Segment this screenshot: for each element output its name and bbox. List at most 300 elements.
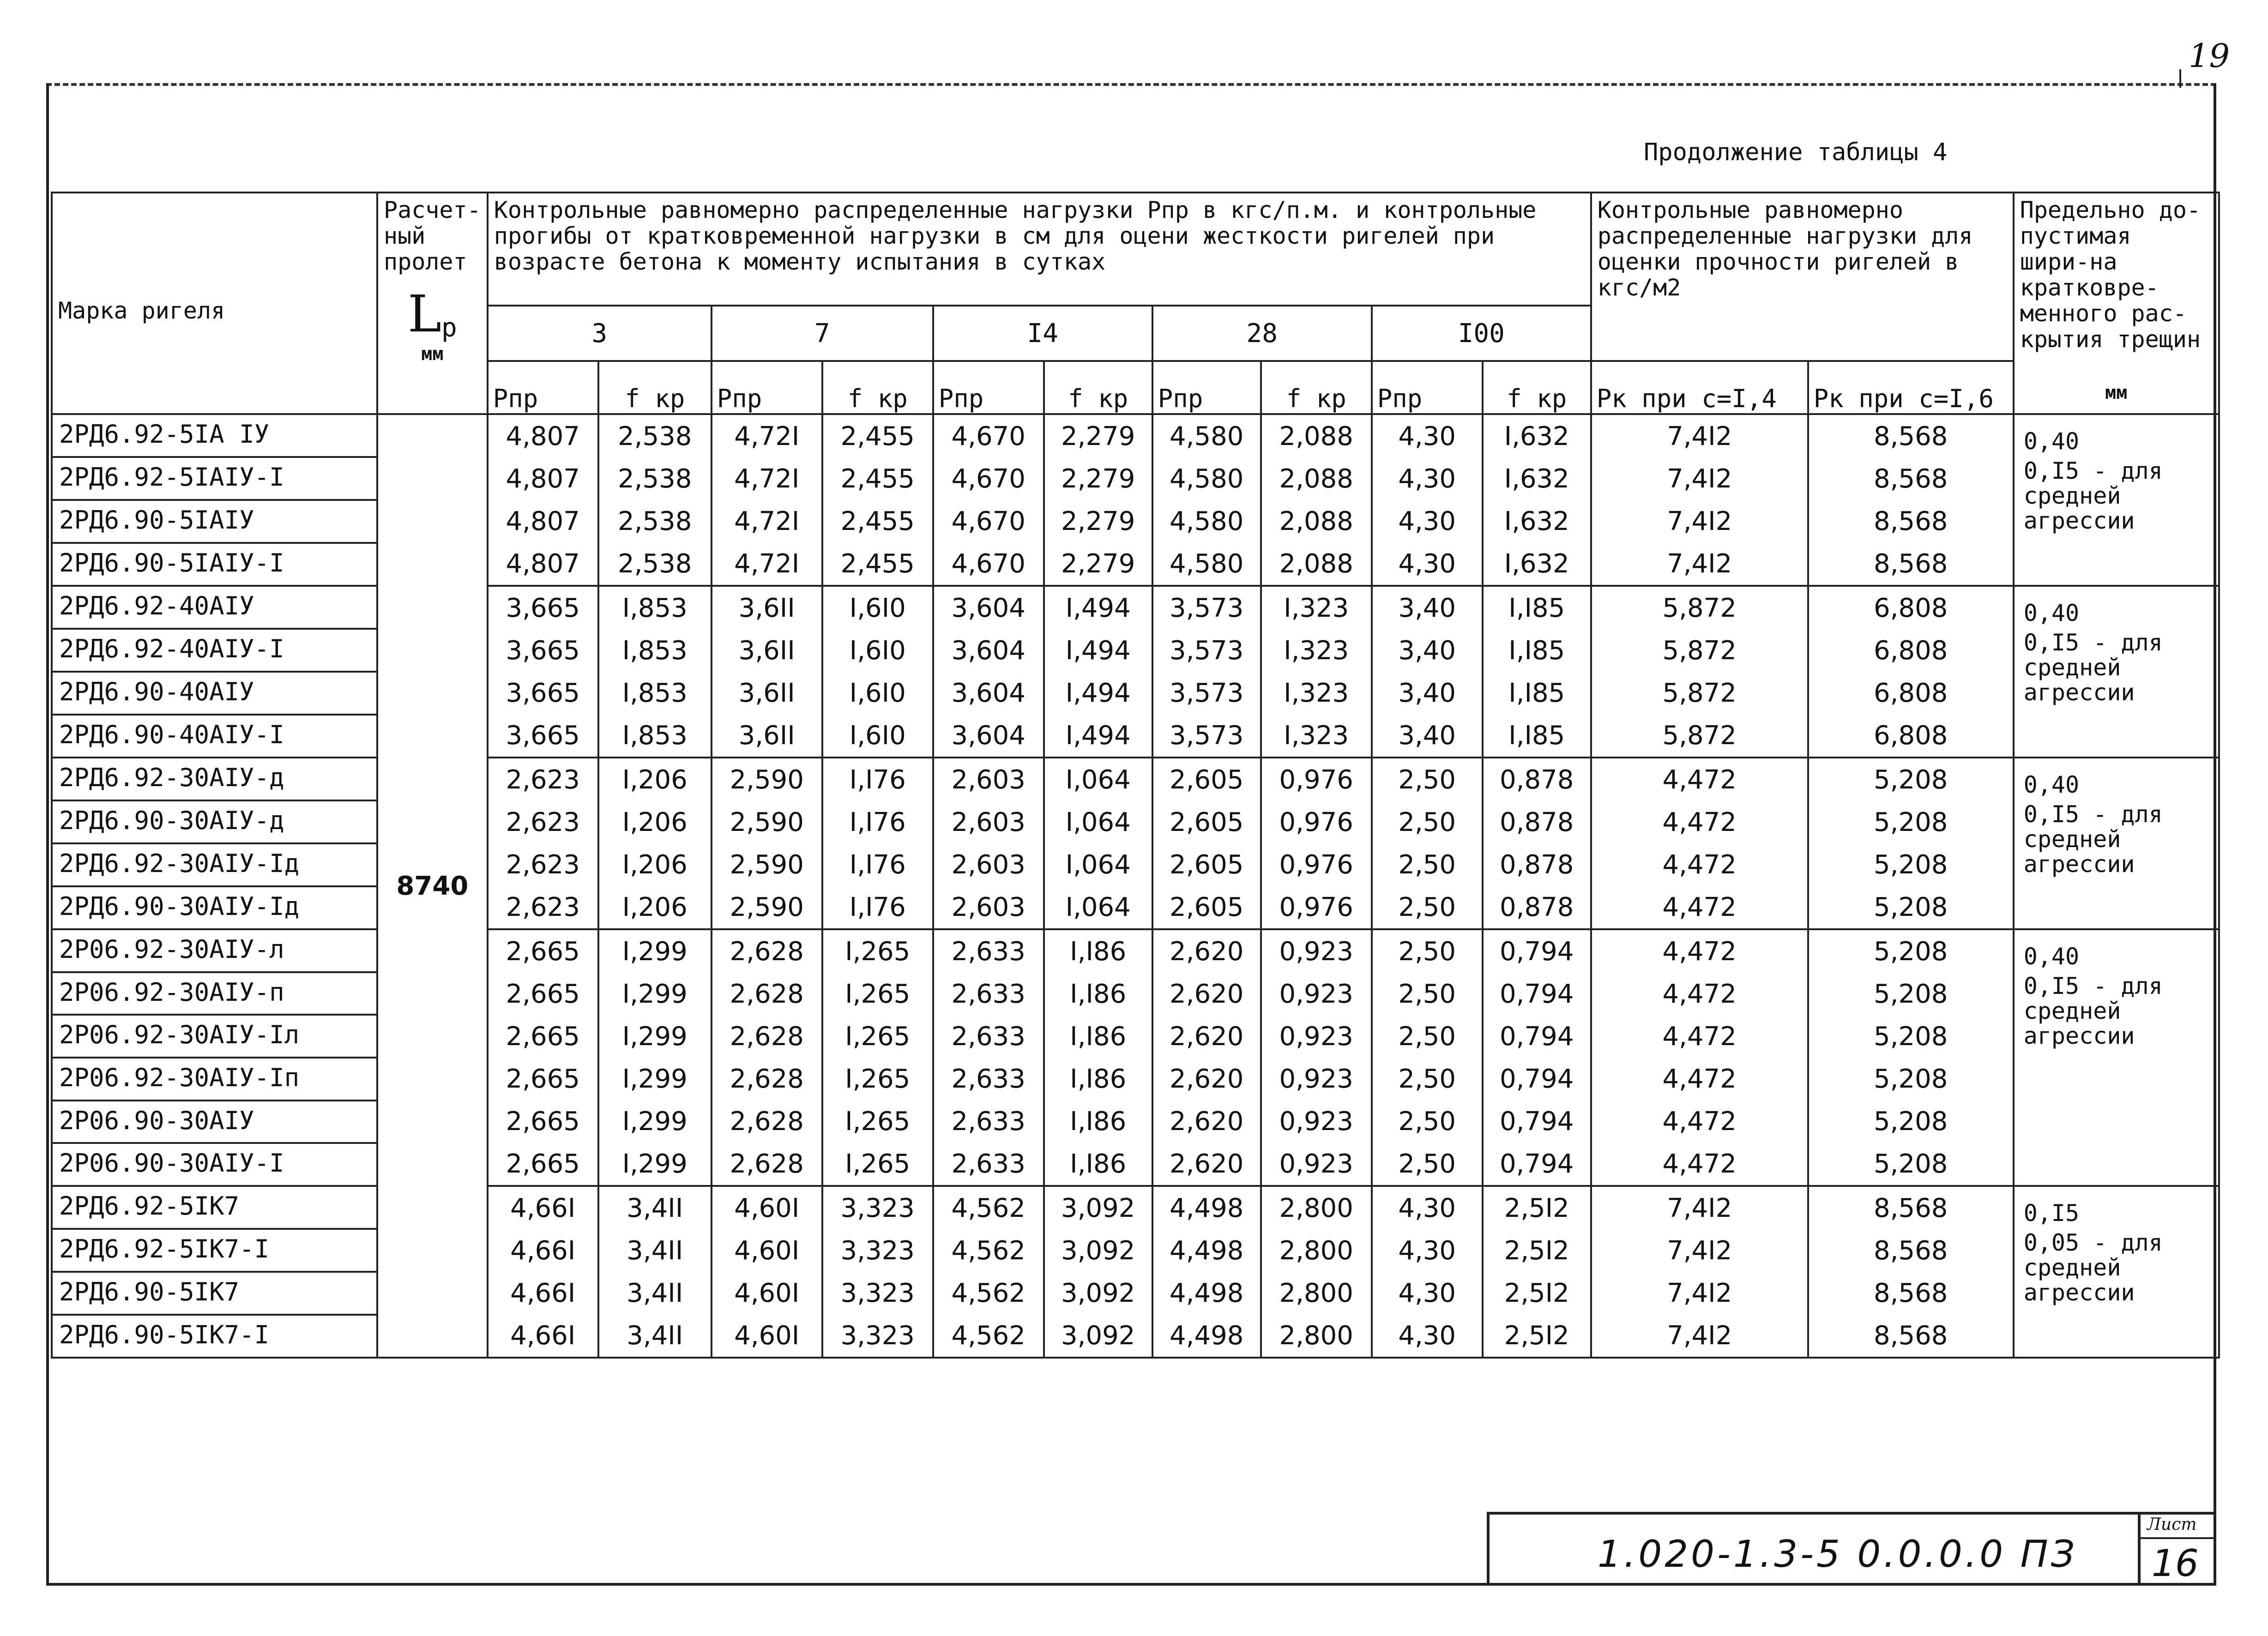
value-cell: 2,279 xyxy=(1061,463,1135,494)
value-cell: 3,40 xyxy=(1398,593,1456,623)
value-column xyxy=(1152,1186,1261,1358)
value-column xyxy=(822,414,933,586)
value-cell: I,494 xyxy=(1065,720,1131,751)
value-cell: I,853 xyxy=(622,635,688,666)
value-column xyxy=(712,758,822,929)
header-day-0: 3 xyxy=(488,306,712,361)
value-cell: 2,50 xyxy=(1398,892,1456,922)
value-cell: I,I86 xyxy=(1070,979,1127,1009)
value-column xyxy=(1261,586,1372,758)
value-cell: 8,568 xyxy=(1874,1193,1948,1223)
value-cell: 2,800 xyxy=(1279,1278,1353,1308)
value-cell: 4,72I xyxy=(734,506,800,536)
value-cell: 2,665 xyxy=(506,1021,580,1052)
header-crack-label: Предельно до-пустимая шири-на кратковре-менного рас-крытия трещин xyxy=(2020,197,2201,353)
value-cell: 3,604 xyxy=(951,593,1025,623)
beam-mark: 2РД6.92-5IК7 xyxy=(52,1186,377,1229)
value-column xyxy=(1372,1186,1483,1358)
value-cell: 4,472 xyxy=(1662,849,1737,880)
value-cell: 2,50 xyxy=(1398,1106,1456,1137)
value-cell: 2,633 xyxy=(951,1021,1025,1052)
value-cell: 2,538 xyxy=(618,463,692,494)
value-cell: 0,794 xyxy=(1500,1021,1574,1052)
value-cell: I,323 xyxy=(1284,635,1349,666)
value-cell: 4,807 xyxy=(506,421,580,451)
value-cell: 8,568 xyxy=(1874,463,1948,494)
value-cell: 4,562 xyxy=(951,1320,1025,1351)
value-cell: 0,923 xyxy=(1279,1064,1353,1094)
value-cell: 3,604 xyxy=(951,720,1025,751)
beam-mark: 2Р06.90-30АIУ xyxy=(52,1101,377,1143)
value-column xyxy=(598,586,712,758)
value-cell: 0,923 xyxy=(1279,1149,1353,1179)
span-symbol: $L_р$ xyxy=(407,284,457,343)
table-row xyxy=(52,929,2219,972)
value-cell: 4,562 xyxy=(951,1193,1025,1223)
value-column xyxy=(1808,586,2014,758)
value-cell: 2,455 xyxy=(840,506,915,536)
value-cell: 4,807 xyxy=(506,463,580,494)
value-column xyxy=(1152,586,1261,758)
value-cell: I,299 xyxy=(622,1149,688,1179)
value-cell: 2,605 xyxy=(1170,807,1244,837)
value-cell: I,6I0 xyxy=(849,635,906,666)
value-cell: 4,580 xyxy=(1170,548,1244,579)
header-f-2: f кр xyxy=(1044,361,1152,414)
value-cell: I,299 xyxy=(622,936,688,967)
value-cell: 2,665 xyxy=(506,979,580,1009)
beam-mark: 2РД6.90-5IК7 xyxy=(52,1272,377,1315)
value-cell: 2,50 xyxy=(1398,979,1456,1009)
value-cell: 4,66I xyxy=(510,1235,576,1266)
beam-mark: 2РД6.92-5IАIУ-I xyxy=(52,457,377,500)
value-cell: 0,923 xyxy=(1279,1021,1353,1052)
crack-aggressive: 0,I5 - для средней агрессии xyxy=(2023,801,2163,878)
value-cell: I,299 xyxy=(622,979,688,1009)
crack-aggressive: 0,I5 - для средней агрессии xyxy=(2023,629,2163,706)
value-cell: 7,4I2 xyxy=(1667,1193,1732,1223)
value-cell: 4,580 xyxy=(1170,506,1244,536)
beam-mark: 2РД6.92-40АIУ xyxy=(52,586,377,629)
header-day-2: I4 xyxy=(933,306,1152,361)
value-cell: 2,665 xyxy=(506,936,580,967)
value-column xyxy=(598,414,712,586)
value-cell: 2,620 xyxy=(1170,1064,1244,1094)
value-cell: 4,72I xyxy=(734,463,800,494)
value-cell: 4,30 xyxy=(1398,548,1456,579)
value-cell: 2,088 xyxy=(1279,421,1353,451)
value-cell: 3,092 xyxy=(1061,1278,1135,1308)
value-cell: I,I86 xyxy=(1070,1106,1127,1137)
value-cell: 2,633 xyxy=(951,1064,1025,1094)
sheet-label: Лист xyxy=(2147,1515,2197,1534)
value-column xyxy=(1483,414,1591,586)
value-cell: 2,088 xyxy=(1279,548,1353,579)
value-cell: 4,472 xyxy=(1662,979,1737,1009)
value-cell: 4,66I xyxy=(510,1320,576,1351)
value-cell: 4,498 xyxy=(1170,1235,1244,1266)
value-cell: 3,6II xyxy=(738,593,795,623)
header-pk16: Рк при с=I,6 xyxy=(1808,361,2014,414)
header-crack xyxy=(2014,192,2219,414)
value-cell: 4,30 xyxy=(1398,463,1456,494)
value-cell: 2,800 xyxy=(1279,1235,1353,1266)
value-cell: 4,498 xyxy=(1170,1278,1244,1308)
value-cell: 3,604 xyxy=(951,635,1025,666)
value-cell: 5,208 xyxy=(1874,892,1948,922)
beam-mark: 2РД6.92-40АIУ-I xyxy=(52,629,377,672)
value-cell: I,I86 xyxy=(1070,1149,1127,1179)
beam-mark: 2РД6.90-40АIУ-I xyxy=(52,715,377,758)
value-cell: I,I86 xyxy=(1070,1021,1127,1052)
value-cell: 5,208 xyxy=(1874,1106,1948,1137)
header-day-3: 28 xyxy=(1152,306,1372,361)
value-column xyxy=(1152,758,1261,929)
value-cell: 4,472 xyxy=(1662,892,1737,922)
value-column xyxy=(933,1186,1044,1358)
value-cell: 2,633 xyxy=(951,936,1025,967)
value-cell: 2,800 xyxy=(1279,1320,1353,1351)
value-cell: 2,5I2 xyxy=(1504,1320,1569,1351)
value-cell: 4,807 xyxy=(506,506,580,536)
value-cell: I,I76 xyxy=(849,892,906,922)
value-cell: I,632 xyxy=(1504,463,1569,494)
value-cell: 4,30 xyxy=(1398,1193,1456,1223)
beam-mark: 2Р06.90-30АIУ-I xyxy=(52,1143,377,1186)
value-cell: 2,603 xyxy=(951,849,1025,880)
value-cell: 2,605 xyxy=(1170,849,1244,880)
header-day-4: I00 xyxy=(1372,306,1591,361)
value-cell: 3,573 xyxy=(1170,593,1244,623)
value-cell: I,I85 xyxy=(1508,635,1565,666)
value-column xyxy=(488,1186,598,1358)
value-column xyxy=(1261,1186,1372,1358)
value-column xyxy=(1808,758,2014,929)
value-column xyxy=(1152,414,1261,586)
page-tick xyxy=(2179,69,2181,88)
value-cell: I,853 xyxy=(622,720,688,751)
value-cell: I,206 xyxy=(622,764,688,795)
value-cell: 4,498 xyxy=(1170,1320,1244,1351)
value-cell: 2,50 xyxy=(1398,936,1456,967)
value-cell: 2,590 xyxy=(730,849,804,880)
value-cell: I,I76 xyxy=(849,849,906,880)
value-cell: 0,923 xyxy=(1279,1106,1353,1137)
value-column xyxy=(1044,758,1152,929)
value-column xyxy=(1261,929,1372,1186)
value-column xyxy=(1372,758,1483,929)
value-column xyxy=(1591,1186,1808,1358)
value-cell: 4,670 xyxy=(951,506,1025,536)
value-column xyxy=(488,758,598,929)
header-p-4: Рпр xyxy=(1372,361,1483,414)
value-cell: 2,50 xyxy=(1398,1021,1456,1052)
value-cell: 7,4I2 xyxy=(1667,1235,1732,1266)
beam-mark: 2РД6.90-30АIУ-Iд xyxy=(52,886,377,929)
value-cell: 3,604 xyxy=(951,678,1025,708)
span-unit: мм xyxy=(421,343,444,365)
beam-mark: 2РД6.92-30АIУ-Iд xyxy=(52,843,377,886)
value-cell: 8,568 xyxy=(1874,548,1948,579)
value-cell: I,206 xyxy=(622,892,688,922)
value-cell: 4,30 xyxy=(1398,1235,1456,1266)
table-continuation-title: Продолжение таблицы 4 xyxy=(1644,138,1948,166)
value-cell: 2,603 xyxy=(951,807,1025,837)
value-column xyxy=(1483,586,1591,758)
value-cell: 5,208 xyxy=(1874,849,1948,880)
value-cell: 2,088 xyxy=(1279,506,1353,536)
value-cell: 0,878 xyxy=(1500,892,1574,922)
header-p-3: Рпр xyxy=(1152,361,1261,414)
value-cell: 4,562 xyxy=(951,1235,1025,1266)
value-cell: 0,878 xyxy=(1500,849,1574,880)
value-column xyxy=(822,1186,933,1358)
value-cell: I,323 xyxy=(1284,720,1349,751)
value-column xyxy=(488,414,598,586)
value-cell: 2,628 xyxy=(730,979,804,1009)
document-code: 1.020-1.3-5 0.0.0.0 ПЗ xyxy=(1598,1533,2078,1576)
value-cell: I,I86 xyxy=(1070,1064,1127,1094)
value-cell: 2,623 xyxy=(506,807,580,837)
value-cell: 0,976 xyxy=(1279,807,1353,837)
value-cell: I,6I0 xyxy=(849,678,906,708)
beam-mark: 2РД6.90-5IАIУ-I xyxy=(52,543,377,586)
crack-main: 0,40 xyxy=(2023,771,2080,798)
value-cell: 3,665 xyxy=(506,593,580,623)
value-cell: I,853 xyxy=(622,678,688,708)
header-p-1: Рпр xyxy=(712,361,822,414)
value-cell: 4,670 xyxy=(951,463,1025,494)
value-column xyxy=(1044,929,1152,1186)
value-cell: 4,72I xyxy=(734,421,800,451)
value-column xyxy=(1591,414,1808,586)
value-cell: 4,30 xyxy=(1398,506,1456,536)
value-cell: 0,794 xyxy=(1500,936,1574,967)
value-cell: 2,665 xyxy=(506,1064,580,1094)
value-cell: 2,5I2 xyxy=(1504,1193,1569,1223)
value-cell: 2,279 xyxy=(1061,548,1135,579)
beam-mark: 2РД6.90-5IК7-I xyxy=(52,1315,377,1358)
span-value: 8740 xyxy=(377,414,488,1358)
load-table xyxy=(51,192,2220,1359)
value-cell: 3,4II xyxy=(627,1320,683,1351)
value-cell: 4,580 xyxy=(1170,421,1244,451)
value-cell: 2,50 xyxy=(1398,807,1456,837)
value-cell: I,265 xyxy=(845,1106,911,1137)
value-cell: 0,923 xyxy=(1279,979,1353,1009)
value-cell: 6,808 xyxy=(1874,720,1948,751)
value-cell: 4,670 xyxy=(951,548,1025,579)
value-cell: 0,794 xyxy=(1500,1149,1574,1179)
value-cell: I,632 xyxy=(1504,421,1569,451)
value-cell: 3,4II xyxy=(627,1235,683,1266)
value-cell: 2,628 xyxy=(730,1064,804,1094)
value-cell: 0,878 xyxy=(1500,807,1574,837)
value-cell: I,265 xyxy=(845,1149,911,1179)
value-cell: I,064 xyxy=(1065,764,1131,795)
value-cell: 4,30 xyxy=(1398,421,1456,451)
value-cell: 3,323 xyxy=(840,1235,915,1266)
value-cell: 0,794 xyxy=(1500,1064,1574,1094)
value-column xyxy=(1808,929,2014,1186)
value-cell: 2,605 xyxy=(1170,892,1244,922)
value-column xyxy=(933,414,1044,586)
value-cell: 2,665 xyxy=(506,1106,580,1137)
value-cell: 3,665 xyxy=(506,720,580,751)
value-cell: 2,605 xyxy=(1170,764,1244,795)
beam-mark: 2Р06.92-30АIУ-Iл xyxy=(52,1015,377,1058)
crack-width xyxy=(2014,929,2219,1186)
page-number: 19 xyxy=(2189,37,2230,75)
value-cell: I,265 xyxy=(845,1021,911,1052)
value-cell: 3,40 xyxy=(1398,678,1456,708)
value-column xyxy=(1044,414,1152,586)
value-cell: 7,4I2 xyxy=(1667,1278,1732,1308)
value-cell: I,299 xyxy=(622,1064,688,1094)
value-cell: 2,623 xyxy=(506,849,580,880)
value-cell: 2,628 xyxy=(730,1149,804,1179)
value-cell: 4,580 xyxy=(1170,463,1244,494)
value-cell: 0,976 xyxy=(1279,892,1353,922)
value-cell: 3,4II xyxy=(627,1278,683,1308)
beam-mark: 2Р06.92-30АIУ-Iп xyxy=(52,1058,377,1101)
value-cell: 2,5I2 xyxy=(1504,1235,1569,1266)
value-cell: I,632 xyxy=(1504,548,1569,579)
header-day-1: 7 xyxy=(712,306,933,361)
value-cell: 4,472 xyxy=(1662,1106,1737,1137)
value-cell: 8,568 xyxy=(1874,506,1948,536)
crack-width xyxy=(2014,758,2219,929)
value-column xyxy=(933,929,1044,1186)
value-cell: 2,665 xyxy=(506,1149,580,1179)
value-column xyxy=(712,414,822,586)
value-cell: 2,628 xyxy=(730,1106,804,1137)
value-cell: 2,455 xyxy=(840,421,915,451)
value-cell: 6,808 xyxy=(1874,678,1948,708)
value-cell: I,853 xyxy=(622,593,688,623)
header-p-0: Рпр xyxy=(488,361,598,414)
header-f-1: f кр xyxy=(822,361,933,414)
value-cell: 2,620 xyxy=(1170,1021,1244,1052)
value-cell: I,I76 xyxy=(849,764,906,795)
header-f-0: f кр xyxy=(598,361,712,414)
value-cell: 0,923 xyxy=(1279,936,1353,967)
value-cell: 2,590 xyxy=(730,764,804,795)
value-column xyxy=(712,1186,822,1358)
value-column xyxy=(1152,929,1261,1186)
value-cell: 2,633 xyxy=(951,1149,1025,1179)
beam-mark: 2РД6.90-5IАIУ xyxy=(52,500,377,543)
value-cell: 5,872 xyxy=(1662,678,1737,708)
value-column xyxy=(598,929,712,1186)
beam-mark: 2РД6.92-5IК7-I xyxy=(52,1229,377,1272)
beam-mark: 2Р06.92-30АIУ-л xyxy=(52,929,377,972)
value-cell: 2,590 xyxy=(730,807,804,837)
value-cell: I,494 xyxy=(1065,635,1131,666)
value-cell: I,064 xyxy=(1065,849,1131,880)
value-cell: 4,72I xyxy=(734,548,800,579)
value-cell: I,I76 xyxy=(849,807,906,837)
value-column xyxy=(1044,586,1152,758)
value-cell: 4,60I xyxy=(734,1235,800,1266)
crack-aggressive: 0,05 - для средней агрессии xyxy=(2023,1229,2163,1306)
table-row xyxy=(52,414,2219,457)
value-cell: 3,573 xyxy=(1170,720,1244,751)
value-column xyxy=(933,758,1044,929)
value-cell: 3,323 xyxy=(840,1278,915,1308)
value-cell: 2,455 xyxy=(840,548,915,579)
value-cell: 2,088 xyxy=(1279,463,1353,494)
value-column xyxy=(1591,586,1808,758)
value-cell: 4,807 xyxy=(506,548,580,579)
value-cell: 2,50 xyxy=(1398,1064,1456,1094)
value-cell: I,323 xyxy=(1284,678,1349,708)
value-cell: 5,872 xyxy=(1662,635,1737,666)
value-column xyxy=(822,758,933,929)
value-column xyxy=(1808,1186,2014,1358)
value-cell: I,323 xyxy=(1284,593,1349,623)
crack-aggressive: 0,I5 - для средней агрессии xyxy=(2023,457,2163,534)
value-cell: 2,620 xyxy=(1170,1149,1244,1179)
value-cell: 2,50 xyxy=(1398,1149,1456,1179)
value-cell: 3,573 xyxy=(1170,635,1244,666)
value-cell: 2,628 xyxy=(730,936,804,967)
value-cell: 2,538 xyxy=(618,548,692,579)
value-cell: 3,092 xyxy=(1061,1193,1135,1223)
value-cell: 7,4I2 xyxy=(1667,421,1732,451)
value-column xyxy=(1483,758,1591,929)
value-cell: 0,976 xyxy=(1279,849,1353,880)
value-cell: 3,573 xyxy=(1170,678,1244,708)
value-cell: 3,40 xyxy=(1398,720,1456,751)
crack-main: 0,40 xyxy=(2023,943,2080,970)
value-cell: I,206 xyxy=(622,807,688,837)
value-column xyxy=(712,586,822,758)
header-span xyxy=(377,192,488,414)
value-cell: 6,808 xyxy=(1874,635,1948,666)
value-column xyxy=(712,929,822,1186)
value-cell: 2,620 xyxy=(1170,979,1244,1009)
value-cell: 5,208 xyxy=(1874,1064,1948,1094)
table-row xyxy=(52,1186,2219,1229)
value-cell: 8,568 xyxy=(1874,1320,1948,1351)
beam-mark: 2РД6.90-30АIУ-д xyxy=(52,800,377,843)
value-cell: I,265 xyxy=(845,979,911,1009)
value-cell: 5,208 xyxy=(1874,979,1948,1009)
value-column xyxy=(488,929,598,1186)
value-cell: I,494 xyxy=(1065,678,1131,708)
value-column xyxy=(1483,1186,1591,1358)
header-mark: Марка ригеля xyxy=(52,192,377,414)
value-cell: I,265 xyxy=(845,936,911,967)
value-cell: 0,976 xyxy=(1279,764,1353,795)
value-cell: 3,323 xyxy=(840,1320,915,1351)
value-cell: 2,538 xyxy=(618,421,692,451)
value-column xyxy=(933,586,1044,758)
crack-width xyxy=(2014,1186,2219,1358)
value-cell: 3,4II xyxy=(627,1193,683,1223)
value-cell: 7,4I2 xyxy=(1667,463,1732,494)
header-strength: Контрольные равномерно распределенные нагрузки для оценки прочности ригелей в кгс/м2 xyxy=(1591,192,2014,361)
value-column xyxy=(1808,414,2014,586)
sheet-number: 16 xyxy=(2152,1542,2199,1585)
value-cell: 2,279 xyxy=(1061,506,1135,536)
value-cell: 3,092 xyxy=(1061,1235,1135,1266)
value-cell: 3,092 xyxy=(1061,1320,1135,1351)
value-cell: 4,472 xyxy=(1662,1064,1737,1094)
crack-main: 0,I5 xyxy=(2023,1200,2080,1227)
value-cell: 2,50 xyxy=(1398,849,1456,880)
